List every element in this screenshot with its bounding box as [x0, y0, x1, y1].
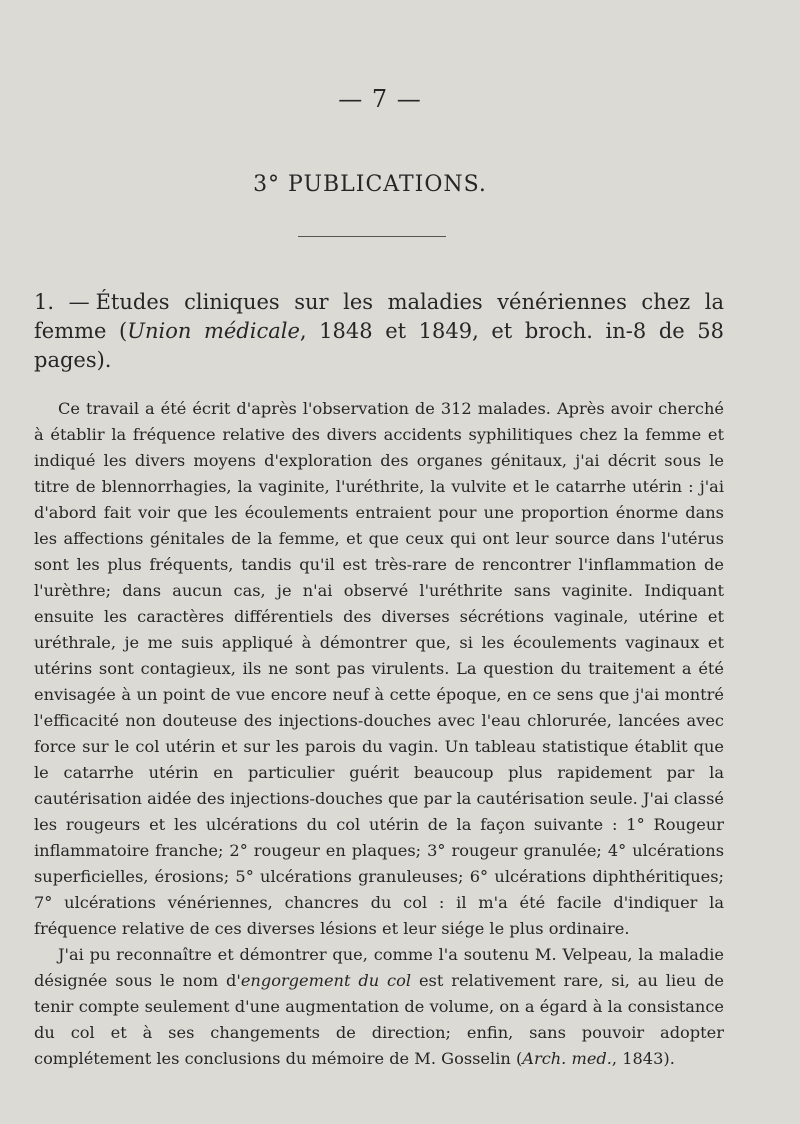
body-text: [34, 396, 724, 1072]
paragraph-2: [34, 942, 724, 1072]
paragraph-2-italic-term: engorgement du col: [240, 971, 412, 990]
publication-number: 1. —: [34, 290, 90, 314]
paragraph-2-end: , 1843).: [611, 1049, 675, 1068]
paragraph-2-reference: Arch. med.: [522, 1049, 612, 1068]
paragraph-2-start: J'ai pu reconnaître et démontrer que, comme l'a soutenu M. Velpeau, la maladie désignée sous le nom d': [34, 945, 724, 990]
publication-title-end: , 1848 et 1849, et broch. in-8 de 58 pages).: [34, 319, 725, 372]
publication-heading: [34, 288, 724, 375]
paragraph-2-middle: est relativement rare, si, au lieu de tenir compte seulement d'une augmentation de volume, on a égard à la consistance du col et à ses changements de direction; enfin, sans pouvoir adopter complétement les conclusions du mémoire de M. Gosselin (: [34, 971, 724, 1068]
publication-title-start: Études cliniques sur les maladies vénériennes chez la femme (: [34, 290, 724, 343]
section-title: 3° PUBLICATIONS.: [253, 172, 487, 197]
section-divider: [298, 236, 446, 237]
paragraph-1: Ce travail a été écrit d'après l'observation de 312 malades. Après avoir cherché à établir la fréquence relative des divers accidents syphilitiques chez la femme et indiqué les divers moyens d'exploration des organes génitaux, j'ai décrit sous le titre de blennorrhagies, la vaginite, l'uréthrite, la vulvite et le catarrhe utérin : j'ai d'abord fait voir que les écoulements entraient pour une proportion énorme dans les affections génitales de la femme, et que ceux qui ont leur source dans l'utérus sont les plus fréquents, tandis qu'il est très-rare de rencontrer l'inflammation de l'urèthre; dans aucun cas, je n'ai observé l'uréthrite sans vaginite. Indiquant ensuite les caractères différentiels des diverses sécrétions vaginale, utérine et uréthrale, je me suis appliqué à démontrer que, si les écoulements vaginaux et utérins sont contagieux, ils ne sont pas virulents. La question du traitement a été envisagée à un point de vue encore neuf à cette époque, en ce sens que j'ai montré l'efficacité non douteuse des injections-douches avec l'eau chlorurée, lancées avec force sur le col utérin et sur les parois du vagin. Un tableau statistique établit que le catarrhe utérin en particulier guérit beaucoup plus rapidement par la cautérisation aidée des injections-douches que par la cautérisation seule. J'ai classé les rougeurs et les ulcérations du col utérin de la façon suivante : 1° Rougeur inflammatoire franche; 2° rougeur en plaques; 3° rougeur granulée; 4° ulcérations superficielles, érosions; 5° ulcérations granuleuses; 6° ulcérations diphthéritiques; 7° ulcérations vénériennes, chancres du col : il m'a été facile d'indiquer la fréquence relative de ces diverses lésions et leur siége le plus ordinaire.: [34, 399, 724, 938]
page-number: — 7 —: [338, 85, 422, 113]
publication-journal: Union médicale: [127, 319, 300, 343]
